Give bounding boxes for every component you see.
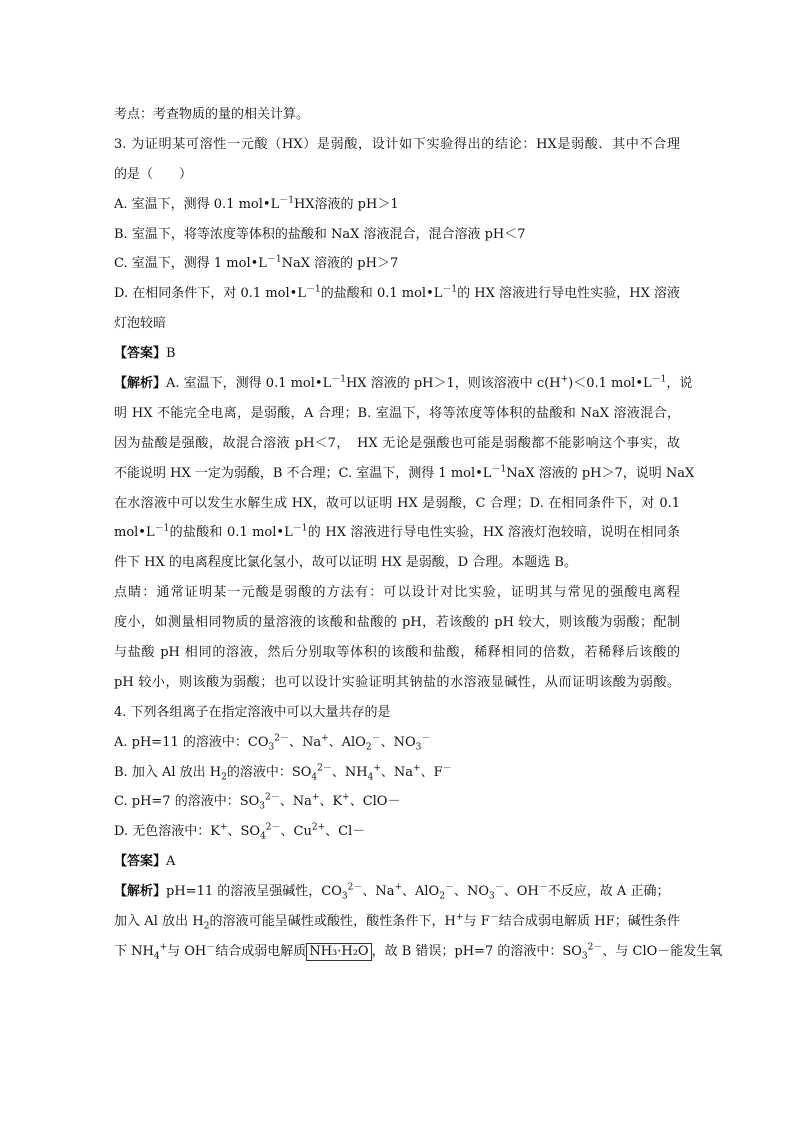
text-line <box>114 160 680 190</box>
text-segment: HX 溶液的 pH＞1，则该溶液中 c(H <box>345 376 561 392</box>
text-segment: + <box>373 763 381 774</box>
text-segment: 结合成弱电解质 HF；碱性条件 <box>498 914 680 930</box>
text-segment: 2－ <box>265 793 280 804</box>
text-segment: 、Cu <box>280 824 312 840</box>
text-segment: + <box>394 882 403 893</box>
text-segment: －1 <box>154 524 170 535</box>
text-segment: + <box>455 912 464 923</box>
text-segment: 2－ <box>274 733 289 744</box>
text-line <box>114 698 680 728</box>
text-segment: 、Cl－ <box>325 824 366 840</box>
text-segment: 、NO <box>380 734 416 750</box>
text-line <box>114 608 680 638</box>
text-segment: D. 在相同条件下，对 0.1 mol•L <box>114 286 306 302</box>
section-label: 【答案】 <box>114 854 167 870</box>
text-segment: 3 <box>415 742 422 753</box>
text-segment: －1 <box>491 464 507 475</box>
text-segment: 3 <box>341 891 348 902</box>
text-line <box>114 817 680 847</box>
text-segment: 、Na <box>362 884 395 900</box>
text-segment: 、NH <box>331 764 368 780</box>
text-segment: 的盐酸和 0.1 mol•L <box>320 286 443 302</box>
text-segment: 、NO <box>453 884 490 900</box>
text-segment: 4 <box>260 831 266 842</box>
text-segment: 与盐酸 pH 相同的溶液，然后分别取等体积的该酸和盐酸，稀释相同的倍数，若稀释后该酸的 <box>114 645 680 661</box>
text-segment: 点睛：通常证明某一元酸是弱酸的方法有：可以设计对比实验，证明其与常见的强酸电离程 <box>114 585 680 601</box>
text-segment: 与 OH <box>167 943 207 959</box>
text-segment: 2+ <box>311 823 326 834</box>
text-segment: － <box>494 882 504 893</box>
text-segment: 度小，如测量相同物质的量溶液的该酸和盐酸的 pH，若该酸的 pH 较大，则该酸为弱酸；配制 <box>114 615 680 631</box>
text-segment: + <box>560 374 569 385</box>
text-line <box>114 279 680 309</box>
text-segment: pH 较小，则该酸为弱酸；也可以设计实验证明其钠盐的水溶液显碱性，从而证明该酸为弱酸。 <box>114 674 680 690</box>
text-segment: 不能说明 HX 一定为弱酸，B 不合理；C. 室温下，测得 1 mol•L <box>114 465 492 481</box>
text-segment: 2 <box>365 742 372 753</box>
text-segment: － <box>444 882 454 893</box>
text-segment: 3 <box>581 951 588 962</box>
text-segment: － <box>538 882 548 893</box>
text-segment: + <box>342 793 350 804</box>
text-segment: 、Na <box>380 764 414 780</box>
text-segment: B. 加入 Al 放出 H <box>114 764 222 780</box>
text-line <box>114 518 680 548</box>
text-segment: C. 室温下，测得 1 mol•L <box>114 256 267 272</box>
text-segment: 灯泡较暗 <box>114 316 167 332</box>
section-label: 【答案】 <box>114 346 167 362</box>
text-segment: A <box>166 854 176 870</box>
text-segment: 的溶液可能呈碱性或酸性，酸性条件下，H <box>209 914 456 930</box>
text-segment: 2－ <box>317 763 332 774</box>
section-label: 【解析】 <box>114 884 167 900</box>
text-segment: + <box>219 823 228 834</box>
text-segment: 件下 HX 的电离程度比氯化氢小，故可以证明 HX 是弱酸，D 合理。本题选 B。 <box>114 555 577 571</box>
document-body <box>114 100 723 967</box>
text-segment: NaX 溶液的 pH＞7 <box>281 256 399 272</box>
text-line <box>114 877 680 907</box>
text-line <box>114 668 680 698</box>
text-line <box>114 130 680 160</box>
text-line <box>114 429 680 459</box>
text-line <box>114 907 680 937</box>
text-segment: 结合成弱电解质 <box>215 943 307 959</box>
text-segment: + <box>311 793 320 804</box>
text-segment: + <box>159 942 168 953</box>
text-segment: 考点：考查物质的量的相关计算。 <box>114 107 310 122</box>
text-line <box>114 937 723 967</box>
text-segment: ，说 <box>666 376 693 392</box>
text-line <box>114 548 680 578</box>
text-segment: + <box>413 763 421 774</box>
text-segment: 、SO <box>227 824 261 840</box>
text-segment: － <box>489 912 499 923</box>
text-segment: + <box>321 733 329 744</box>
text-segment: －1 <box>651 374 667 385</box>
text-segment: 4. 下列各组离子在指定溶液中可以大量共存的是 <box>114 704 391 720</box>
text-segment: －1 <box>266 255 282 266</box>
text-segment: －1 <box>279 195 294 206</box>
text-segment: 的溶液中：SO <box>226 764 312 780</box>
text-segment: 2－ <box>265 823 281 834</box>
text-segment: 3 <box>259 802 266 813</box>
text-segment: － <box>421 733 431 744</box>
text-segment: －1 <box>292 524 308 535</box>
text-segment: －1 <box>442 285 458 296</box>
text-segment: 、Na <box>288 734 322 750</box>
text-segment: 明 HX 不能完全电离，是弱酸，A 合理；B. 室温下，将等浓度等体积的盐酸和 NaX 溶液混合， <box>114 405 680 421</box>
text-line <box>114 459 695 489</box>
text-segment: 与 F <box>463 914 490 930</box>
text-line <box>114 847 680 877</box>
text-segment: 的 HX 溶液进行导电性实验，HX 溶液灯泡较暗，说明在相同条 <box>307 525 680 541</box>
text-line <box>114 249 680 279</box>
text-segment: 、AlO <box>402 884 440 900</box>
text-segment: 的是（ ） <box>114 166 193 182</box>
text-segment: B. 室温下，将等浓度等体积的盐酸和 NaX 溶液混合，混合溶液 pH＜7 <box>114 226 526 242</box>
text-segment: 、K <box>319 794 343 810</box>
text-line <box>114 578 680 608</box>
text-line <box>114 190 680 220</box>
text-segment: 3 <box>489 891 495 902</box>
text-segment: 因为盐酸是强酸，故混合溶液 pH＜7， HX 无论是强酸也可能是弱酸都不能影响这个事实，故 <box>114 435 680 451</box>
text-segment: －1 <box>331 374 346 385</box>
text-segment: 2 <box>439 891 445 902</box>
text-segment: －1 <box>305 285 321 296</box>
text-segment: 4 <box>153 951 160 962</box>
text-segment: 2 <box>221 772 227 783</box>
text-line <box>114 100 680 130</box>
text-segment: NaX 溶液的 pH＞7，说明 NaX <box>506 465 695 481</box>
text-segment: 不反应，故 A 正确； <box>547 884 670 900</box>
text-segment: 、与 ClO－能发生氧 <box>602 943 723 959</box>
text-segment: 、F <box>420 764 443 780</box>
text-segment: A. pH=11 的溶液中：CO <box>114 734 269 750</box>
text-segment: 、ClO－ <box>349 794 401 810</box>
text-segment: )＜0.1 mol•L <box>568 376 652 392</box>
text-segment: － <box>206 942 216 953</box>
boxed-formula: NH₃·H₂O <box>306 943 371 961</box>
text-line <box>114 728 680 758</box>
text-segment: 、OH <box>503 884 539 900</box>
text-segment: ，故 B 错误；pH=7 的溶液中：SO <box>371 943 582 959</box>
text-line <box>114 309 680 339</box>
text-segment: 3 <box>268 742 275 753</box>
text-line <box>114 369 693 399</box>
text-segment: 的 HX 溶液进行导电性实验，HX 溶液 <box>457 286 680 302</box>
text-line <box>114 758 680 788</box>
text-segment: mol•L <box>114 525 155 541</box>
text-segment: 下 NH <box>114 943 154 959</box>
text-line <box>114 638 680 668</box>
text-segment: pH=11 的溶液呈强碱性，CO <box>166 884 342 900</box>
text-segment: D. 无色溶液中：K <box>114 824 220 840</box>
text-segment: － <box>442 763 452 774</box>
text-segment: A. 室温下，测得 0.1 mol•L <box>166 376 332 392</box>
text-segment: － <box>371 733 381 744</box>
text-segment: 、AlO <box>328 734 366 750</box>
text-segment: 4 <box>311 772 318 783</box>
text-line <box>114 339 680 369</box>
text-segment: 的盐酸和 0.1 mol•L <box>169 525 293 541</box>
text-segment: 4 <box>367 772 374 783</box>
text-segment: C. pH=7 的溶液中：SO <box>114 794 260 810</box>
text-segment: A. 室温下，测得 0.1 mol•L <box>114 196 280 212</box>
text-line <box>114 220 680 250</box>
text-line <box>114 489 680 519</box>
text-segment: 、Na <box>279 794 312 810</box>
text-segment: 在水溶液中可以发生水解生成 HX，故可以证明 HX 是弱酸，C 合理；D. 在相同条件下，对 0.1 <box>114 495 680 511</box>
text-segment: HX溶液的 pH＞1 <box>293 196 399 212</box>
text-line <box>114 787 680 817</box>
text-segment: 2－ <box>587 942 603 953</box>
text-segment: 2－ <box>347 882 363 893</box>
text-segment: 3. 为证明某可溶性一元酸（HX）是弱酸，设计如下实验得出的结论：HX是弱酸．其中不合理 <box>114 136 680 152</box>
text-segment: 加入 Al 放出 H <box>114 914 204 930</box>
text-line <box>114 399 680 429</box>
text-segment: 2 <box>203 921 210 932</box>
section-label: 【解析】 <box>114 376 167 392</box>
text-segment: B <box>166 346 176 362</box>
